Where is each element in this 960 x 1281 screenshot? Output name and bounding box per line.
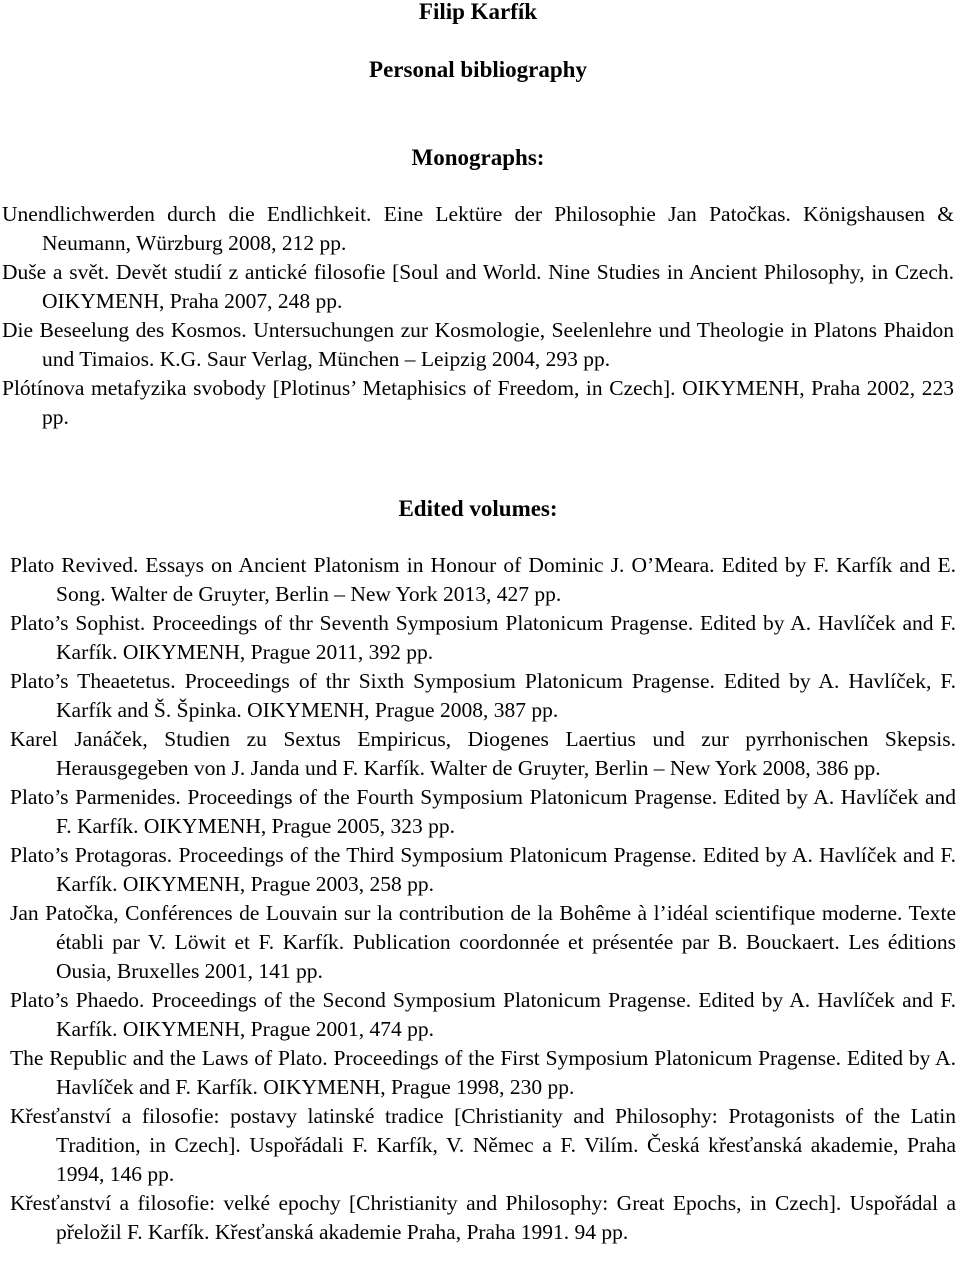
monograph-entry: Unendlichwerden durch die Endlichkeit. Eine Lektüre der Philosophie Jan Patočkas. Königshausen & Neumann, Würzburg 2008, 212 pp. — [2, 202, 954, 255]
monograph-entry: Plótínova metafyzika svobody [Plotinus’ Metaphisics of Freedom, in Czech]. OIKYMENH, Praha 2002, 223 pp. — [2, 376, 954, 429]
edited-volume-entry: Karel Janáček, Studien zu Sextus Empiricus, Diogenes Laertius und zur pyrrhonischen Skepsis. Herausgegeben von J. Janda und F. Karfík. Walter de Gruyter, Berlin – New York 2008, 386 pp. — [10, 727, 956, 780]
edited-volume-entry: Plato Revived. Essays on Ancient Platonism in Honour of Dominic J. O’Meara. Edited by F. Karfík and E. Song. Walter de Gruyter, Berlin – New York 2013, 427 pp. — [10, 553, 956, 606]
document-title: Personal bibliography — [369, 57, 587, 82]
monograph-entry: Die Beseelung des Kosmos. Untersuchungen zur Kosmologie, Seelenlehre und Theologie in Platons Phaidon und Timaios. K.G. Saur Verlag, München – Leipzig 2004, 293 pp. — [2, 318, 954, 371]
edited-volumes-heading: Edited volumes: — [398, 496, 558, 521]
edited-volume-entry: Plato’s Parmenides. Proceedings of the Fourth Symposium Platonicum Pragense. Edited by A. Havlíček and F. Karfík. OIKYMENH, Prague 2005, 323 pp. — [10, 785, 956, 838]
edited-volume-entry: Plato’s Theaetetus. Proceedings of thr Sixth Symposium Platonicum Pragense. Edited by A. Havlíček, F. Karfík and Š. Špinka. OIKYMENH, Prague 2008, 387 pp. — [10, 669, 956, 722]
monograph-entry: Duše a svět. Devět studií z antické filosofie [Soul and World. Nine Studies in Ancient Philosophy, in Czech. OIKYMENH, Praha 2007, 248 pp. — [2, 260, 954, 313]
edited-volume-entry: Křesťanství a filosofie: postavy latinské tradice [Christianity and Philosophy: Protagonists of the Latin Tradition, in Czech]. Uspořádali F. Karfík, V. Němec a F. Vilím. Česká křesťanská akademie, Praha 1994, 146 pp. — [10, 1104, 956, 1186]
edited-volume-entry: Plato’s Protagoras. Proceedings of the Third Symposium Platonicum Pragense. Edited by A. Havlíček and F. Karfík. OIKYMENH, Prague 2003, 258 pp. — [10, 843, 956, 896]
edited-volume-entry: The Republic and the Laws of Plato. Proceedings of the First Symposium Platonicum Pragense. Edited by A. Havlíček and F. Karfík. OIKYMENH, Prague 1998, 230 pp. — [10, 1046, 956, 1099]
edited-volume-entry: Plato’s Sophist. Proceedings of thr Seventh Symposium Platonicum Pragense. Edited by A. Havlíček and F. Karfík. OIKYMENH, Prague 2011, 392 pp. — [10, 611, 956, 664]
edited-volume-entry: Křesťanství a filosofie: velké epochy [Christianity and Philosophy: Great Epochs, in Czech]. Uspořádal a přeložil F. Karfík. Křesťanská akademie Praha, Praha 1991. 94 pp. — [10, 1191, 956, 1244]
edited-volume-entry: Plato’s Phaedo. Proceedings of the Second Symposium Platonicum Pragense. Edited by A. Havlíček and F. Karfík. OIKYMENH, Prague 2001, 474 pp. — [10, 988, 956, 1041]
edited-volume-entry: Jan Patočka, Conférences de Louvain sur la contribution de la Bohême à l’idéal scientifique moderne. Texte établi par V. Löwit et F. Karfík. Publication coordonnée et présentée par B. Bouckaert. Les éditions Ousia, Bruxelles 2001, 141 pp. — [10, 901, 956, 983]
monographs-list — [2, 200, 954, 432]
author-name: Filip Karfík — [418, 0, 538, 24]
edited-volumes-list — [10, 551, 956, 1247]
monographs-heading: Monographs: — [411, 145, 545, 170]
